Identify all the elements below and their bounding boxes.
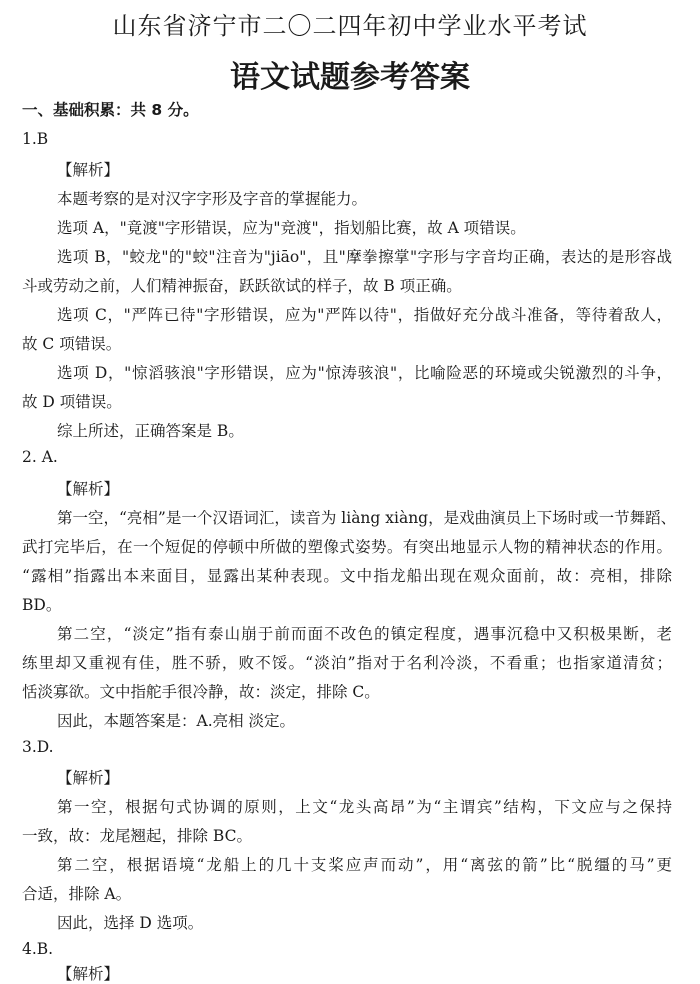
answer-line: 一致，故：龙尾翘起，排除 BC。	[22, 827, 252, 845]
document-title: 语文试题参考答案	[230, 60, 470, 95]
question-number: 1.B	[22, 130, 49, 148]
analysis-tag: 【解析】	[57, 161, 120, 179]
answer-line: 选项 D，"惊滔骇浪"字形错误，应为"惊涛骇浪"，比喻险恶的环境或尖锐激烈的斗争，	[57, 364, 672, 382]
answer-line: 选项 B，"蛟龙"的"蛟"注音为"jiāo"，且"摩拳擦掌"字形与字音均正确，表达的是形容战	[57, 248, 672, 266]
analysis-tag: 【解析】	[57, 480, 120, 498]
answer-line: 第一空，“亮相”是一个汉语词汇，读音为 liàng xiàng，是戏曲演员上下场时或一节舞蹈、	[57, 509, 677, 527]
answer-line: 选项 C，"严阵已待"字形错误，应为"严阵以待"，指做好充分战斗准备，等待着敌人，	[57, 306, 672, 324]
answer-line: 故 C 项错误。	[22, 335, 122, 353]
answer-line: 第二空，“淡定”指有泰山崩于前而面不改色的镇定程度，遇事沉稳中又积极果断，老	[57, 625, 672, 643]
analysis-tag: 【解析】	[57, 769, 120, 787]
answer-line: 因此，本题答案是：A.亮相 淡定。	[57, 712, 296, 730]
question-number: 2. A.	[22, 448, 58, 466]
answer-line: 第一空，根据句式协调的原则，上文“龙头高昂”为“主谓宾”结构，下文应与之保持	[57, 798, 672, 816]
question-number: 4.B.	[22, 940, 54, 958]
answer-line: 选项 A，"竟渡"字形错误，应为"竞渡"，指划船比赛，故 A 项错误。	[57, 219, 526, 237]
answer-line: BD。	[22, 596, 62, 614]
answer-line: 练里却又重视有佳，胜不骄，败不馁。“淡泊”指对于名利冷淡，不看重；也指家道清贫；	[22, 654, 672, 672]
answer-line: 综上所述，正确答案是 B。	[57, 422, 244, 440]
answer-line: 故 D 项错误。	[22, 393, 122, 411]
exam-title: 山东省济宁市二〇二四年初中学业水平考试	[112, 12, 588, 40]
answer-line: 恬淡寡欲。文中指舵手很冷静，故：淡定，排除 C。	[22, 683, 380, 701]
question-number: 3.D.	[22, 738, 54, 756]
answer-line: “露相”指露出本来面目，显露出某种表现。文中指龙船出现在观众面前，故：亮相，排除	[22, 567, 672, 585]
answer-line: 武打完毕后，在一个短促的停顿中所做的塑像式姿势。有突出地显示人物的精神状态的作用。	[22, 538, 672, 556]
analysis-tag: 【解析】	[57, 965, 120, 983]
answer-line: 合适，排除 A。	[22, 885, 132, 903]
answer-line: 第二空，根据语境“龙船上的几十支桨应声而动”，用“离弦的箭”比“脱缰的马”更	[57, 856, 672, 874]
answer-line: 本题考察的是对汉字字形及字音的掌握能力。	[57, 190, 368, 208]
section-heading: 一、基础积累：共 8 分。	[22, 101, 199, 119]
answer-line: 斗或劳动之前，人们精神振奋，跃跃欲试的样子，故 B 项正确。	[22, 277, 462, 295]
answer-line: 因此，选择 D 选项。	[57, 914, 204, 932]
